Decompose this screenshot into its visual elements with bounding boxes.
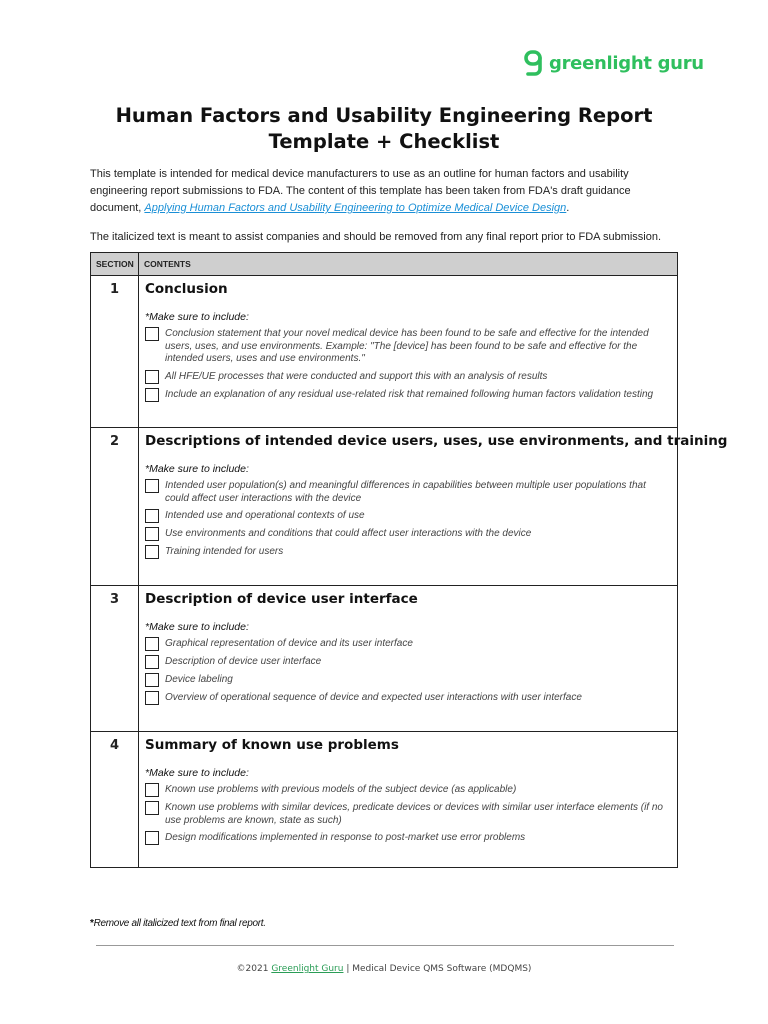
checklist-item: [145, 527, 671, 541]
section-contents: [139, 428, 728, 586]
checklist-item-text: Known use problems with previous models of the subject device (as applicable): [165, 784, 517, 795]
checklist-table: [90, 252, 728, 868]
section-contents: [139, 586, 678, 732]
footnote-star: *: [90, 918, 94, 929]
checklist-item-text: Known use problems with similar devices, predicate devices or devices with similar user interface elements (if no use problems are known, state as such): [165, 802, 663, 826]
section-row: [91, 428, 678, 586]
checklist-item: [145, 637, 671, 651]
section-number: 1: [91, 276, 139, 428]
footer: [0, 964, 768, 974]
section-contents: [139, 732, 678, 868]
footer-product: | Medical Device QMS Software (MDQMS): [343, 964, 532, 974]
checkbox[interactable]: [145, 637, 159, 651]
checklist-item: [145, 655, 671, 669]
checkbox[interactable]: [145, 545, 159, 559]
checklist-item: [145, 783, 671, 797]
sections-body: [91, 276, 728, 868]
checkbox[interactable]: [145, 509, 159, 523]
checklist-item: [145, 691, 671, 705]
checklist-item: [145, 545, 671, 559]
footer-copyright: ©2021: [236, 964, 272, 974]
brand-logo[interactable]: [524, 50, 704, 76]
page-title-line-2: Template + Checklist: [268, 130, 500, 153]
checklist-item-text: Include an explanation of any residual use-related risk that remained following human factors validation testing: [165, 388, 654, 400]
section-row: [91, 276, 678, 428]
checkbox[interactable]: [145, 655, 159, 669]
checklist-item-text: Intended user population(s) and meaningful differences in capabilities between multiple user populations that could affect user interactions with the device: [165, 480, 646, 504]
greenlight-guru-logo-icon: [524, 50, 544, 76]
checklist-item: [145, 370, 671, 384]
checkbox[interactable]: [145, 527, 159, 541]
checklist-item-text: Intended use and operational contexts of use: [165, 510, 365, 521]
section-title: Summary of known use problems: [145, 737, 399, 753]
checklist-item: [145, 479, 671, 505]
section-number: 2: [91, 428, 139, 586]
checklist-item-text: Conclusion statement that your novel medical device has been found to be safe and effective for the intended users, uses, and use environments. Example: "The [device] has been found to be safe and effective for the intended users, uses and use environments.": [165, 328, 649, 364]
section-title: Description of device user interface: [145, 591, 418, 607]
intro-paragraph: [90, 166, 680, 217]
page-title-line-1: Human Factors and Usability Engineering Report: [115, 104, 653, 127]
checkbox[interactable]: [145, 691, 159, 705]
table-header-row: [91, 253, 678, 276]
guidance-document-link[interactable]: Applying Human Factors and Usability Engineering to Optimize Medical Device Design: [144, 202, 567, 214]
section-title: Conclusion: [145, 281, 228, 297]
brand-name: greenlight guru: [549, 52, 704, 74]
checklist-item-text: Description of device user interface: [165, 656, 322, 667]
checklist-item: [145, 673, 671, 687]
intro-text: This template is intended for medical device manufacturers to use as an outline for human factors and usability engineering report submissions to FDA. The content of this template has been taken from FDA's draft guidance document,: [90, 168, 631, 214]
checkbox[interactable]: [145, 831, 159, 845]
footer-divider: [96, 945, 674, 946]
section-number: 3: [91, 586, 139, 732]
section-contents: [139, 276, 678, 428]
intro-text-end: .: [566, 202, 570, 214]
checkbox[interactable]: [145, 673, 159, 687]
checkbox[interactable]: [145, 327, 159, 341]
checkbox[interactable]: [145, 783, 159, 797]
footer-greenlight-link[interactable]: Greenlight Guru: [271, 964, 344, 974]
checklist-item: [145, 801, 671, 827]
checklist-item-text: Training intended for users: [165, 546, 284, 557]
checkbox[interactable]: [145, 479, 159, 493]
checklist-item: [145, 327, 671, 366]
section-row: [91, 586, 678, 732]
checkbox[interactable]: [145, 801, 159, 815]
section-row: [91, 732, 678, 868]
checklist-item-text: All HFE/UE processes that were conducted and support this with an analysis of results: [165, 370, 548, 382]
italic-note: The italicized text is meant to assist companies and should be removed from any final report prior to FDA submission.: [90, 231, 662, 243]
checklist-item: [145, 509, 671, 523]
make-sure-label: *Make sure to include:: [145, 463, 249, 475]
make-sure-label: *Make sure to include:: [145, 767, 249, 779]
header-section: SECTION: [91, 253, 139, 276]
make-sure-label: *Make sure to include:: [145, 311, 249, 323]
checklist-item: [145, 831, 671, 845]
checklist-item-text: Graphical representation of device and its user interface: [165, 638, 413, 649]
checkbox[interactable]: [145, 388, 159, 402]
checklist-item-text: Use environments and conditions that could affect user interactions with the device: [165, 528, 532, 539]
make-sure-label: *Make sure to include:: [145, 621, 249, 633]
checklist-item: [145, 388, 671, 402]
checklist-item-text: Design modifications implemented in response to post-market use error problems: [165, 832, 526, 843]
checklist-item-text: Overview of operational sequence of device and expected user interactions with user interface: [165, 692, 582, 703]
footnote-text: Remove all italicized text from final report.: [93, 918, 266, 929]
section-title: Descriptions of intended device users, uses, use environments, and training: [145, 433, 728, 449]
checkbox[interactable]: [145, 370, 159, 384]
page-title: [0, 103, 768, 155]
footnote: [90, 918, 266, 929]
header-contents: CONTENTS: [139, 253, 678, 276]
section-number: 4: [91, 732, 139, 868]
checklist-item-text: Device labeling: [165, 674, 233, 685]
